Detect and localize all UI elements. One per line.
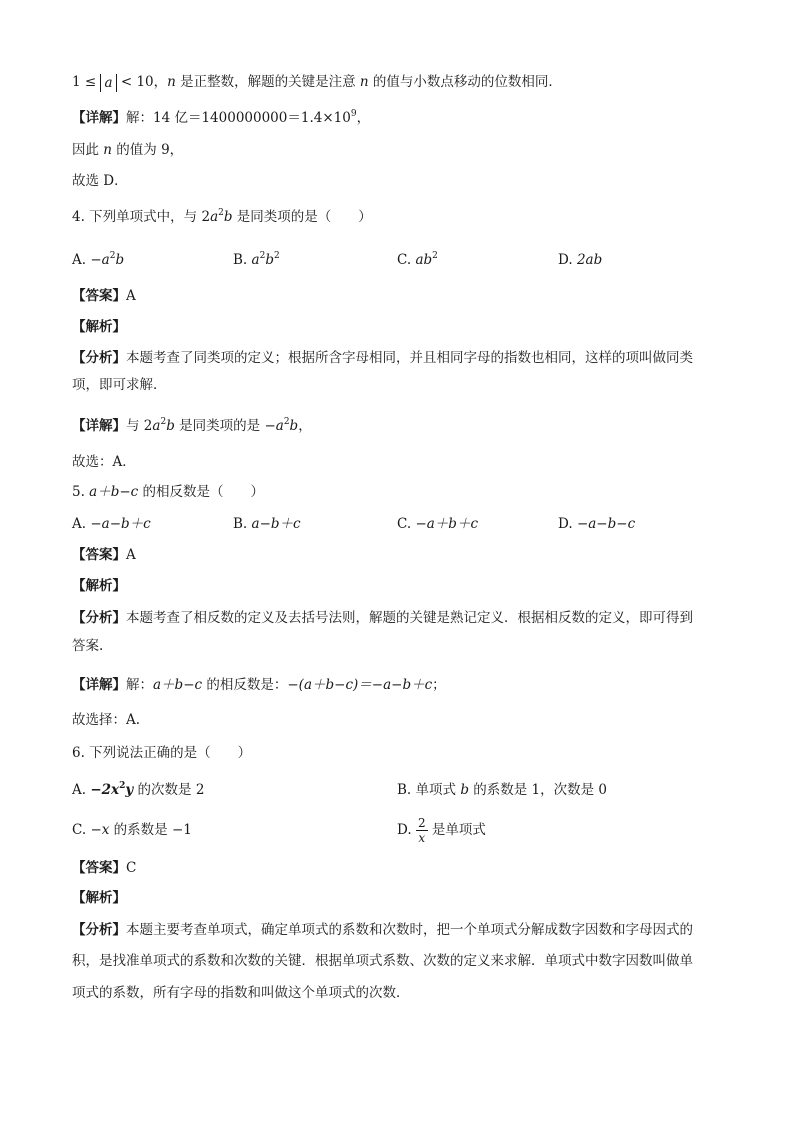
- text-line: 故选：A．: [72, 454, 136, 470]
- math-var: b: [166, 418, 175, 434]
- option-label: B.: [233, 252, 252, 268]
- option-label: B.: [233, 516, 252, 532]
- text-line: 积，是找准单项式的系数和次数的关键．根据单项式系数、次数的定义来求解．单项式中数字因数叫做单: [72, 953, 693, 969]
- section-tag: 【详解】: [72, 110, 126, 126]
- q6-option-d: [397, 813, 486, 847]
- math: a−b＋c: [251, 516, 301, 532]
- answer: A: [126, 547, 136, 563]
- math: −a−b−c: [576, 516, 636, 532]
- section-tag: 【答案】: [72, 860, 126, 876]
- math-var: y: [125, 782, 134, 798]
- text: 解：: [126, 677, 153, 693]
- analysis-heading: 【解析】: [72, 890, 126, 906]
- q4-option-a: [72, 250, 124, 270]
- detail-line: [72, 416, 312, 436]
- text: 是单项式: [427, 822, 486, 838]
- text: 的系数是 1，次数是 0: [468, 782, 608, 798]
- q6-option-b: [397, 780, 607, 800]
- option-label: B.: [397, 782, 416, 798]
- q6-option-c: [72, 820, 192, 840]
- math-var: b: [460, 782, 469, 798]
- text: 的相反数是：: [202, 677, 288, 693]
- q5-option-a: [72, 514, 151, 534]
- option-label: A.: [72, 782, 91, 798]
- text-line: [72, 140, 183, 160]
- math-var: n: [103, 142, 112, 158]
- text: 解：14 亿＝1400000000＝1.4×10: [126, 110, 351, 126]
- answer: A: [126, 288, 136, 304]
- text: 的相反数是（ ）: [138, 484, 265, 500]
- answer-line: [72, 858, 136, 878]
- math: b: [265, 252, 274, 268]
- text: ，: [356, 110, 371, 126]
- text: 因此: [72, 142, 104, 158]
- text-line: [72, 72, 562, 92]
- text: 本题考查了相反数的定义及去括号法则，解题的关键是熟记定义．根据相反数的定义，即可得到: [126, 610, 693, 626]
- answer: C: [126, 860, 137, 876]
- exponent: 2: [218, 208, 224, 218]
- denominator: x: [418, 831, 426, 845]
- math-var: n: [167, 74, 176, 90]
- answer-line: [72, 286, 136, 306]
- math-var: a: [152, 418, 161, 434]
- math: −(a＋b−c)＝−a−b＋c: [287, 677, 433, 693]
- section-tag: 【分析】: [72, 610, 126, 626]
- exponent: 2: [273, 251, 280, 261]
- math: a＋b−c: [153, 677, 203, 693]
- option-label: D.: [558, 516, 577, 532]
- absolute-value: a: [100, 74, 116, 92]
- text: 本题主要考查单项式，确定单项式的系数和次数时，把一个单项式分解成数字因数和字母因式的: [126, 922, 693, 938]
- math-text: 1 ≤: [72, 74, 101, 90]
- q5-option-d: [558, 514, 635, 534]
- math: ab: [415, 252, 433, 268]
- math: −a: [90, 252, 110, 268]
- math-text: < 10，: [116, 74, 168, 90]
- analysis-line: [72, 348, 693, 368]
- question-5: [72, 482, 264, 502]
- text: 的次数是 2: [133, 782, 205, 798]
- exponent: 2: [432, 251, 438, 261]
- text: 是同类项的是: [174, 418, 265, 434]
- exponent: 2: [160, 417, 167, 427]
- answer-line: [72, 545, 136, 565]
- math: b: [115, 252, 125, 268]
- text: 4. 下列单项式中，与 2: [72, 209, 211, 225]
- option-label: D.: [397, 822, 416, 838]
- option-label: D.: [558, 252, 577, 268]
- section-tag: 【分析】: [72, 922, 126, 938]
- q4-option-c: [397, 250, 438, 270]
- text: 的系数是 −1: [109, 822, 192, 838]
- analysis-heading: 【解析】: [72, 319, 126, 335]
- math: −a: [264, 418, 284, 434]
- numerator: 2: [417, 816, 426, 830]
- exponent: 2: [119, 781, 126, 791]
- q4-option-b: [233, 250, 280, 270]
- exponent: 9: [350, 109, 357, 119]
- section-tag: 【详解】: [72, 418, 126, 434]
- math: −x: [90, 822, 110, 838]
- q4-option-d: [558, 250, 602, 270]
- analysis-line: [72, 920, 693, 940]
- option-label: A.: [72, 252, 91, 268]
- text: 是正整数，解题的关键是注意: [175, 74, 360, 90]
- math-var: b: [223, 209, 233, 225]
- math-var: a: [210, 209, 219, 225]
- section-tag: 【分析】: [72, 350, 126, 366]
- section-tag: 【详解】: [72, 677, 126, 693]
- text: ；: [432, 677, 446, 693]
- text: 单项式: [415, 782, 461, 798]
- text: 本题考查了同类项的定义；根据所含字母相同，并且相同字母的指数也相同，这样的项叫做同类: [126, 350, 693, 366]
- section-tag: 【答案】: [72, 547, 126, 563]
- fraction: [416, 816, 428, 845]
- math: −2x: [90, 782, 120, 798]
- text: ，: [298, 418, 312, 434]
- text: 的值与小数点移动的位数相同．: [368, 74, 562, 90]
- detail-line: [72, 675, 446, 695]
- text: 与 2: [126, 418, 153, 434]
- text: 是同类项的是（ ）: [232, 209, 372, 225]
- text-line: 答案.: [72, 638, 104, 654]
- math: 2ab: [576, 252, 603, 268]
- math-var: b: [289, 418, 299, 434]
- section-tag: 【答案】: [72, 288, 126, 304]
- q6-option-a: [72, 780, 204, 800]
- detail-line: [72, 108, 370, 128]
- question-4: [72, 207, 372, 227]
- text-line: 故选 D．: [72, 173, 128, 189]
- exponent: 2: [109, 251, 116, 261]
- math: −a−b＋c: [90, 516, 151, 532]
- exponent: 2: [259, 251, 266, 261]
- analysis-heading: 【解析】: [72, 578, 126, 594]
- text-line: 项，即可求解．: [72, 377, 167, 393]
- math: a: [251, 252, 260, 268]
- math: −a＋b＋c: [415, 516, 479, 532]
- analysis-line: [72, 608, 693, 628]
- q5-option-b: [233, 514, 301, 534]
- option-label: C.: [397, 252, 416, 268]
- exponent: 2: [283, 417, 290, 427]
- text-line: 故选择：A.: [72, 712, 141, 728]
- math-var: n: [359, 74, 369, 90]
- q5-option-c: [397, 514, 478, 534]
- option-label: C.: [397, 516, 416, 532]
- question-6: 6. 下列说法正确的是（ ）: [72, 745, 252, 761]
- math: a＋b−c: [89, 484, 139, 500]
- text: 的值为 9，: [112, 142, 184, 158]
- option-label: A.: [72, 516, 91, 532]
- text: 5.: [72, 484, 90, 500]
- text-line: 项式的系数，所有字母的指数和叫做这个单项式的次数．: [72, 985, 410, 1001]
- option-label: C.: [72, 822, 91, 838]
